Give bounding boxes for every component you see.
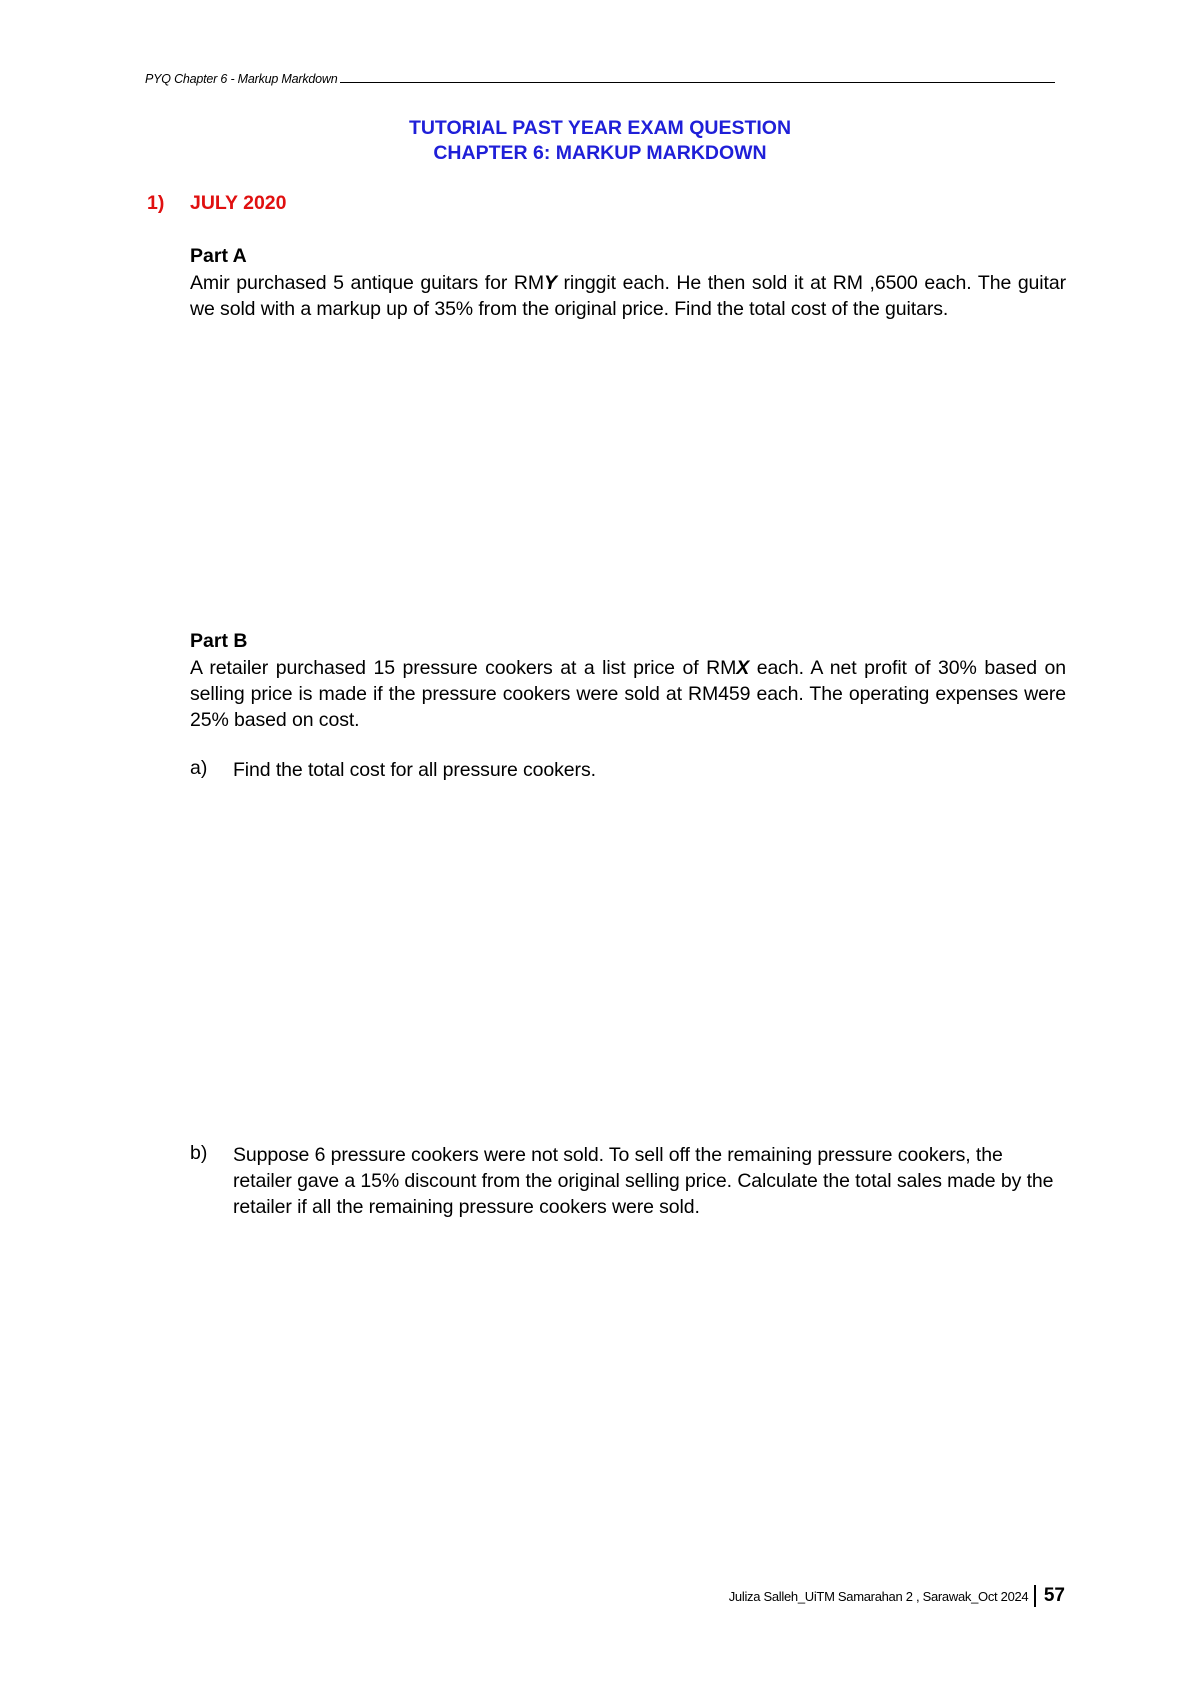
- page-footer: [729, 1585, 1065, 1607]
- document-title-line1: TUTORIAL PAST YEAR EXAM QUESTION: [408, 117, 792, 139]
- part-a-question: [190, 270, 1066, 322]
- part-a-text-end: ringgit each. He then sold it at RM ,6500 each. The guitar we sold with a markup up of 35% from the original price. Find the total cost of the guitars.: [190, 272, 1066, 320]
- sub-question-b-label: b): [190, 1142, 208, 1164]
- part-b-variable: X: [736, 657, 750, 679]
- part-a-title: Part A: [190, 245, 247, 267]
- sub-question-a-text: Find the total cost for all pressure cookers.: [233, 759, 596, 781]
- sub-question-b-text: Suppose 6 pressure cookers were not sold. To sell off the remaining pressure cookers, the retailer gave a 15% discount from the original selling price. Calculate the total sales made by the retailer if all the remaining pressure cookers were sold.: [233, 1144, 1054, 1218]
- running-header: [145, 72, 1055, 86]
- part-b-title: Part B: [190, 630, 248, 652]
- question-number: 1): [147, 192, 165, 214]
- sub-question-a-label: a): [190, 757, 208, 779]
- part-b-text-end: each. A net profit of 30% based on selling price is made if the pressure cookers were sold at RM459 each. The operating expenses were 25% based on cost.: [190, 657, 1066, 731]
- document-title-line2: CHAPTER 6: MARKUP MARKDOWN: [433, 142, 767, 164]
- footer-credit: Juliza Salleh_UiTM Samarahan 2 , Sarawak_Oct 2024: [728, 1588, 1029, 1604]
- page-number: 57: [1043, 1585, 1065, 1606]
- part-b-text-start: A retailer purchased 15 pressure cookers at a list price of RM: [190, 657, 737, 679]
- question-session: JULY 2020: [190, 192, 287, 214]
- header-rule: [340, 82, 1056, 83]
- running-header-title: PYQ Chapter 6 - Markup Markdown: [145, 72, 338, 86]
- part-b-question: [190, 655, 1066, 733]
- part-a-variable: Y: [544, 272, 557, 294]
- footer-divider: [1034, 1585, 1036, 1607]
- part-a-text-start: Amir purchased 5 antique guitars for RM: [190, 272, 544, 294]
